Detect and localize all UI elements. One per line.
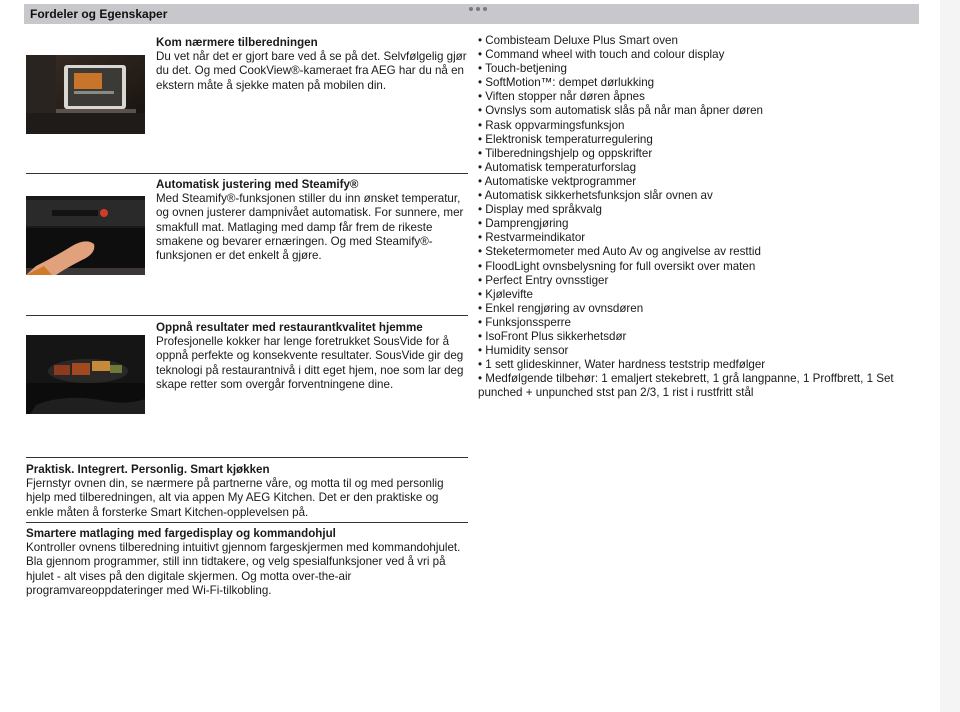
spec-item: • Restvarmeindikator	[478, 231, 586, 245]
spec-item: • Viften stopper når døren åpnes	[478, 90, 645, 104]
section-heading: Praktisk. Integrert. Personlig. Smart kjøkken	[26, 463, 270, 476]
feature-body: Med Steamify®-funksjonen stiller du inn ønsket temperatur, og ovnen justerer dampnivået automatisk. For sunnere, mer smakfull mat. Matlaging med damp får frem de rikeste smakene og bevarer ernæringen. Og med Steamify®-funksjonen er det enkelt å gjøre.	[156, 192, 464, 263]
spec-item: • IsoFront Plus sikkerhetsdør	[478, 329, 627, 343]
spec-item: • Display med språkvalg	[478, 203, 602, 217]
spec-item: • Enkel rengjøring av ovnsdøren	[478, 301, 644, 315]
section-body: Fjernstyr ovnen din, se nærmere på partnerne våre, og motta til og med personlig hjelp med tilberedningen, alt via appen My AEG Kitchen. Det er den praktiske og enkle måten å forsterke Smart Kitchen-opplevelsen på.	[26, 477, 444, 519]
section-header	[24, 4, 919, 24]
divider	[26, 173, 468, 174]
cookview-tablet-image	[26, 55, 145, 134]
spec-item: • Medfølgende tilbehør: 1 emaljert stekebrett, 1 grå langpanne, 1 Proffbrett, 1 Set punched + unpunched stst pan 2/3, 1 rist i rustfritt stål	[478, 372, 894, 400]
spec-item: • Tilberedningshjelp og oppskrifter	[478, 146, 653, 160]
section-color-display	[26, 522, 468, 598]
feature-body: Du vet når det er gjort bare ved å se på det. Selvfølgelig gjør du det. Og med CookView®-kameraet fra AEG har du nå en ekstern måte å sjekke maten på mobilen din.	[156, 50, 467, 92]
spec-item: • Automatisk temperaturforslag	[478, 160, 637, 174]
spec-item: • Funksjonssperre	[478, 315, 571, 329]
spec-item: • Automatisk sikkerhetsfunksjon slår ovnen av	[478, 189, 713, 203]
feature-text	[156, 321, 468, 392]
feature-title: Oppnå resultater med restaurantkvalitet hjemme	[156, 321, 423, 334]
divider	[26, 457, 468, 458]
feature-body: Profesjonelle kokker har lenge foretrukket SousVide for å oppnå perfekte og konsekvente resultater. SousVide gir deg teknologi på restaurantnivå i ditt eget hjem, noe som lar deg skape retter som overgår forventningene dine.	[156, 335, 464, 391]
spec-item: • Touch-betjening	[478, 62, 567, 76]
spec-item: • Kjølevifte	[478, 287, 533, 301]
spec-list	[478, 34, 918, 400]
spec-item: • Humidity sensor	[478, 344, 569, 358]
divider	[26, 315, 468, 316]
spec-item: • Combisteam Deluxe Plus Smart oven	[478, 34, 678, 47]
spec-item: • Damprengjøring	[478, 217, 569, 231]
section-smart-kitchen	[26, 457, 468, 520]
steamify-oven-image	[26, 196, 145, 275]
section-title: Fordeler og Egenskaper	[30, 7, 168, 21]
spec-item: • Perfect Entry ovnsstiger	[478, 273, 609, 287]
spec-item: • SoftMotion™: dempet dørlukking	[478, 76, 655, 90]
feature-title: Kom nærmere tilberedningen	[156, 36, 318, 49]
feature-text	[156, 36, 468, 93]
spec-item: • Automatiske vektprogrammer	[478, 174, 637, 188]
section-body: Kontroller ovnens tilberedning intuitivt gjennom fargeskjermen med kommandohjulet. Bla gjennom programmer, still inn tidtakere, og velg spesialfunksjoner ved å vri på hjulet - alt vises på den digitale skjermen. Og motta over-the-air programvareoppdateringer med Wi-Fi-tilkobling.	[26, 541, 461, 597]
feature-title: Automatisk justering med Steamify®	[156, 178, 359, 191]
more-options-icon[interactable]	[469, 7, 487, 11]
section-heading: Smartere matlaging med fargedisplay og kommandohjul	[26, 527, 336, 540]
spec-item: • Ovnslys som automatisk slås på når man åpner døren	[478, 104, 764, 118]
divider	[26, 522, 468, 523]
spec-item: • FloodLight ovnsbelysning for full oversikt over maten	[478, 259, 756, 273]
spec-item: • Elektronisk temperaturregulering	[478, 132, 653, 146]
spec-item: • Command wheel with touch and colour display	[478, 48, 725, 62]
spec-item: • Steketermometer med Auto Av og angivelse av resttid	[478, 245, 761, 259]
spec-item: • Rask oppvarmingsfunksjon	[478, 118, 625, 132]
spec-item: • 1 sett glideskinner, Water hardness teststrip medfølger	[478, 358, 766, 372]
sousvide-dish-image	[26, 335, 145, 414]
feature-text	[156, 178, 468, 263]
